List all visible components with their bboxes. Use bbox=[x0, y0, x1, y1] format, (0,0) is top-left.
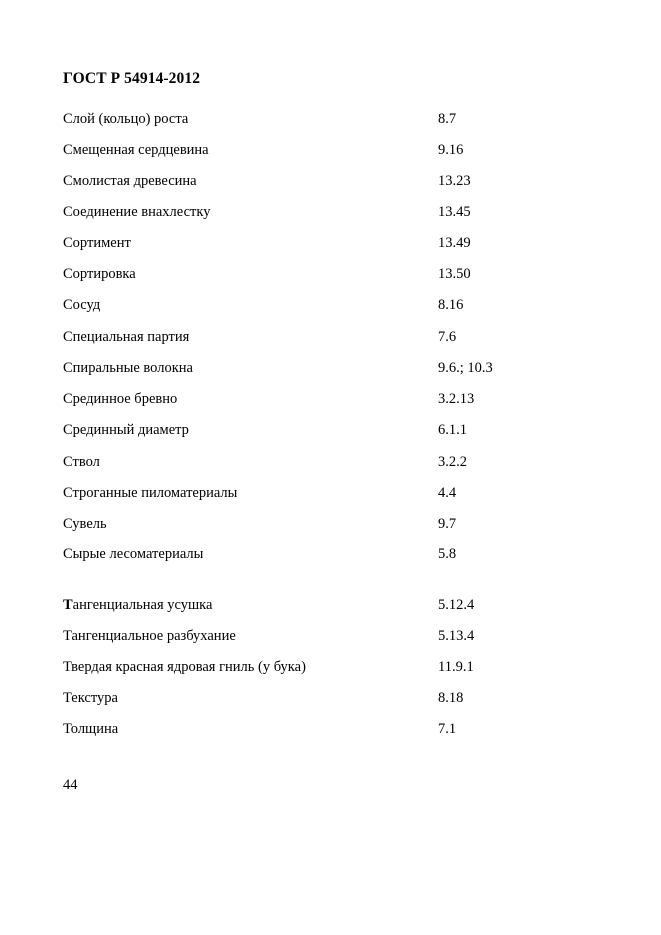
index-term bbox=[63, 597, 212, 614]
document-header: ГОСТ Р 54914-2012 bbox=[63, 70, 201, 87]
index-entry bbox=[63, 360, 623, 380]
index-term-rest: ангенциальная усушка bbox=[72, 597, 213, 613]
index-term: Срединное бревно bbox=[63, 391, 178, 407]
index-reference: 8.16 bbox=[438, 297, 464, 313]
index-term: Строганные пиломатериалы bbox=[63, 485, 238, 501]
index-reference: 13.45 bbox=[438, 204, 471, 220]
index-entry bbox=[63, 721, 623, 741]
index-term: Смолистая древесина bbox=[63, 173, 197, 189]
page-number: 44 bbox=[63, 777, 78, 793]
index-entry bbox=[63, 628, 623, 648]
index-entry bbox=[63, 485, 623, 505]
index-term: Твердая красная ядровая гниль (у бука) bbox=[63, 659, 306, 675]
index-term: Сувель bbox=[63, 516, 107, 532]
index-letter-heading: Т bbox=[63, 597, 73, 613]
index-term: Сортимент bbox=[63, 235, 131, 251]
index-entry bbox=[63, 235, 623, 255]
index-reference: 4.4 bbox=[438, 485, 457, 501]
index-reference: 8.18 bbox=[438, 690, 464, 706]
index-entry bbox=[63, 546, 623, 566]
index-entry bbox=[63, 266, 623, 286]
index-reference: 13.23 bbox=[438, 173, 471, 189]
index-reference: 9.6.; 10.3 bbox=[438, 360, 493, 376]
index-entry bbox=[63, 516, 623, 536]
index-term: Слой (кольцо) роста bbox=[63, 111, 189, 127]
index-term: Смещенная сердцевина bbox=[63, 142, 209, 158]
index-entry bbox=[63, 111, 623, 131]
index-term: Специальная партия bbox=[63, 329, 190, 345]
index-term: Ствол bbox=[63, 454, 100, 470]
index-reference: 7.6 bbox=[438, 329, 457, 345]
index-entry bbox=[63, 454, 623, 474]
index-entry bbox=[63, 329, 623, 349]
index-reference: 5.8 bbox=[438, 546, 457, 562]
index-term: Тангенциальное разбухание bbox=[63, 628, 236, 644]
index-term: Срединный диаметр bbox=[63, 422, 189, 438]
index-reference: 9.7 bbox=[438, 516, 457, 532]
index-entry bbox=[63, 204, 623, 224]
index-reference: 11.9.1 bbox=[438, 659, 474, 675]
index-reference: 5.13.4 bbox=[438, 628, 475, 644]
index-entry bbox=[63, 391, 623, 411]
index-reference: 13.49 bbox=[438, 235, 471, 251]
index-reference: 8.7 bbox=[438, 111, 457, 127]
index-term: Соединение внахлестку bbox=[63, 204, 211, 220]
index-reference: 9.16 bbox=[438, 142, 464, 158]
index-term: Сырые лесоматериалы bbox=[63, 546, 204, 562]
index-entry bbox=[63, 297, 623, 317]
index-reference: 13.50 bbox=[438, 266, 471, 282]
index-term: Сосуд bbox=[63, 297, 101, 313]
index-term: Спиральные волокна bbox=[63, 360, 193, 376]
index-reference: 6.1.1 bbox=[438, 422, 467, 438]
index-term: Текстура bbox=[63, 690, 118, 706]
index-entry bbox=[63, 597, 623, 617]
index-reference: 3.2.2 bbox=[438, 454, 467, 470]
index-entry bbox=[63, 659, 623, 679]
index-reference: 3.2.13 bbox=[438, 391, 475, 407]
index-entry bbox=[63, 690, 623, 710]
index-term: Толщина bbox=[63, 721, 119, 737]
index-entry bbox=[63, 142, 623, 162]
index-entry bbox=[63, 173, 623, 193]
index-reference: 5.12.4 bbox=[438, 597, 475, 613]
index-term: Сортировка bbox=[63, 266, 136, 282]
index-reference: 7.1 bbox=[438, 721, 457, 737]
index-entry bbox=[63, 422, 623, 442]
